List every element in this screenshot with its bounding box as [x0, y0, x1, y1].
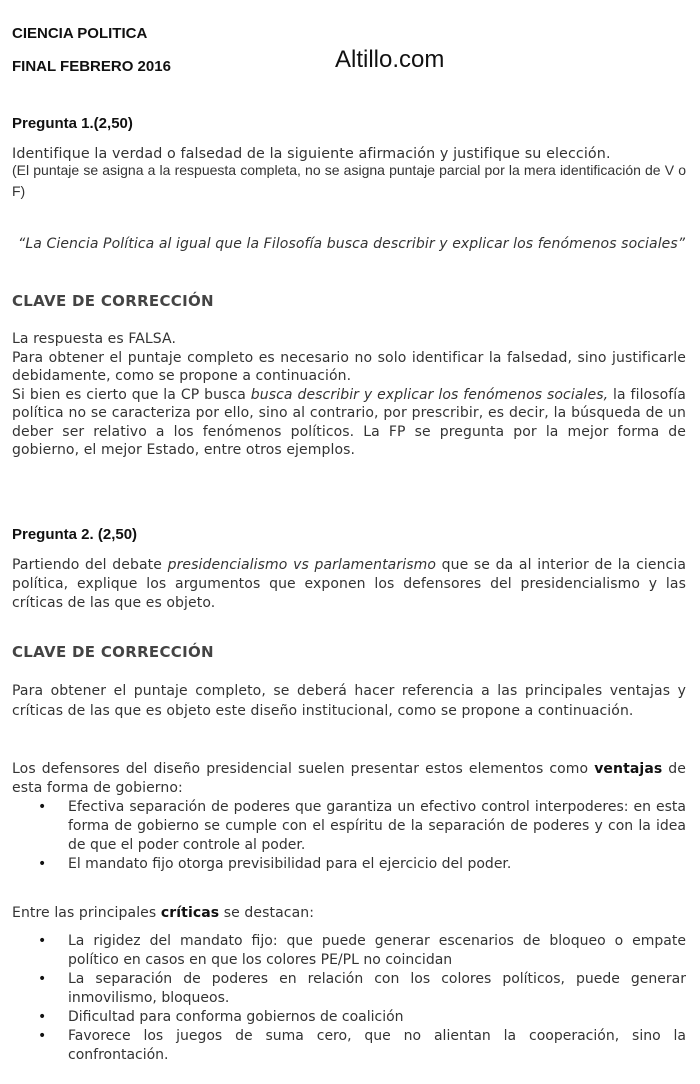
- answer-text: la filosofía política no se caracteriza por ello, sino al contrario, por prescribir, es decir, la búsqueda de un deber ser relativo a los fenómenos políticos. La FP se pregunta por la mejor forma de gobierno, el mejor Estado, entre otros ejemplos.: [12, 386, 686, 458]
- question-1-key-title: CLAVE DE CORRECCIÓN: [12, 292, 214, 310]
- answer-text: Si bien es cierto que la CP busca: [12, 386, 251, 403]
- list-item: • La separación de poderes en relación con los colores políticos, puede generar inmovilismo, bloqueos.: [12, 970, 686, 1008]
- prompt-text: que se da al interior de la ciencia política, explique los argumentos que exponen los defensores del presidencialismo y las críticas de las que es objeto.: [12, 557, 687, 611]
- question-2-title: Pregunta 2. (2,50): [12, 526, 138, 543]
- list-item: • La rigidez del mandato fijo: que puede generar escenarios de bloqueo o empate político en casos en que los colores PE/PL no coincidan: [12, 932, 686, 970]
- answer-italic: busca describir y explicar los fenómenos sociales,: [250, 386, 609, 403]
- course-title: CIENCIA POLITICA: [12, 25, 148, 42]
- answer-paragraph: [12, 386, 686, 460]
- question-1-title: Pregunta 1.(2,50): [12, 115, 133, 132]
- question-1-prompt: Identifique la verdad o falsedad de la siguiente afirmación y justifique su elección.: [12, 146, 611, 162]
- list-item: • El mandato fijo otorga previsibilidad para el ejercicio del poder.: [12, 855, 686, 874]
- question-2-key-title: CLAVE DE CORRECCIÓN: [12, 643, 214, 661]
- text: de esta forma de gobierno:: [12, 761, 686, 796]
- question-1-note: (El puntaje se asigna a la respuesta completa, no se asigna puntaje parcial por la mera identificación de V o F): [12, 162, 686, 199]
- advantages-intro: [12, 760, 686, 798]
- list-item: • Favorece los juegos de suma cero, que no alientan la cooperación, sino la confrontación.: [12, 1027, 686, 1065]
- list-item: • Efectiva separación de poderes que garantiza un efectivo control interpoderes: en esta forma de gobierno se cumple con el espíritu de la separación de poderes y con la idea de que el poder controle al poder.: [12, 798, 686, 855]
- exam-title: FINAL FEBRERO 2016: [12, 58, 171, 75]
- answer-paragraph: Para obtener el puntaje completo es necesario no solo identificar la falsedad, sino justificarle debidamente, como se propone a continuación.: [12, 349, 686, 384]
- question-1-answer: [12, 330, 686, 460]
- prompt-text: Partiendo del debate: [12, 557, 168, 573]
- question-1-quote: “La Ciencia Política al igual que la Filosofía busca describir y explicar los fenómenos sociales”: [18, 236, 686, 252]
- answer-line: La respuesta es FALSA.: [12, 331, 176, 347]
- text: Entre las principales: [12, 905, 161, 921]
- question-2-intro: Para obtener el puntaje completo, se deberá hacer referencia a las principales ventajas y críticas de las que es objeto este diseño institucional, como se propone a continuación.: [12, 683, 686, 719]
- watermark-logo: Altillo.com: [335, 46, 445, 73]
- text: Los defensores del diseño presidencial suelen presentar estos elementos como: [12, 761, 595, 777]
- bold-text: críticas: [160, 905, 220, 921]
- criticisms-list: [12, 932, 686, 1065]
- question-2-prompt: [12, 556, 686, 613]
- prompt-italic: presidencialismo vs parlamentarismo: [167, 557, 436, 573]
- bold-text: ventajas: [594, 761, 663, 777]
- advantages-list: [12, 798, 686, 874]
- text: se destacan:: [219, 905, 315, 921]
- list-item: • Dificultad para conforma gobiernos de coalición: [12, 1008, 686, 1027]
- criticisms-intro: [12, 904, 686, 922]
